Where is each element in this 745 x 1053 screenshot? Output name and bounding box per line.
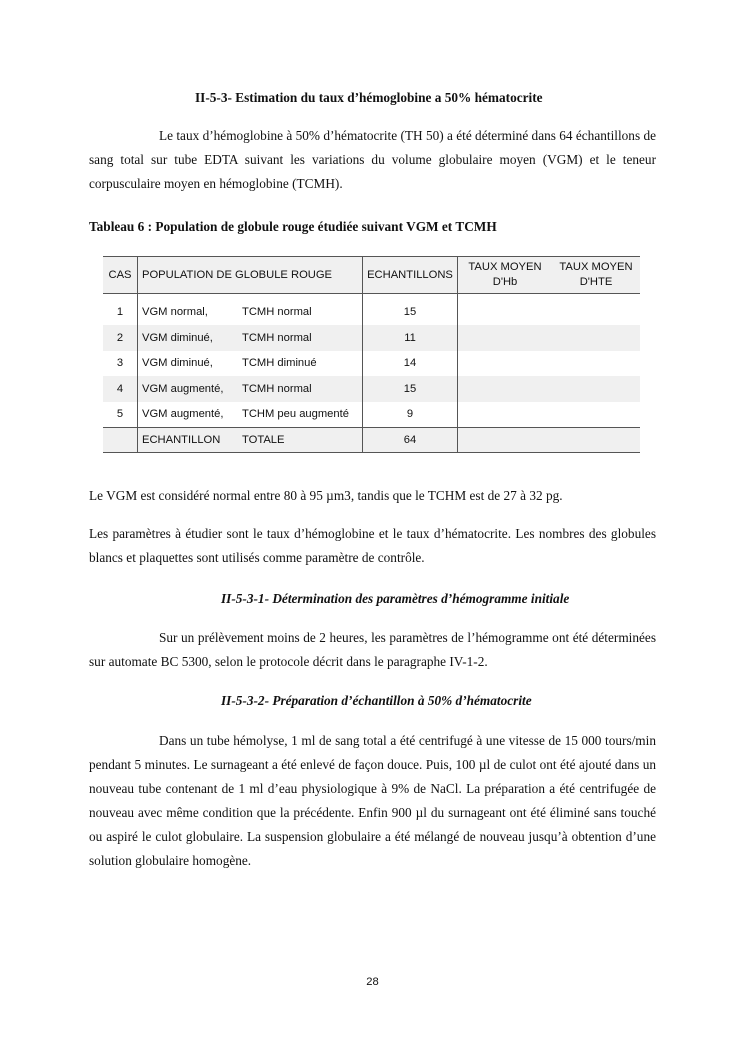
header-taux-hb <box>458 257 553 294</box>
cell-taux-hb <box>458 325 553 351</box>
subsection-1-text: Sur un prélèvement moins de 2 heures, les paramètres de l’hémogramme ont été déterminées sur automate BC 5300, selon le protocole décrit dans le paragraphe IV-1-2. <box>89 630 656 669</box>
cell-population <box>138 402 363 428</box>
cell-taux-hb <box>458 376 553 402</box>
cell-taux-hb <box>458 402 553 428</box>
subsection-2-paragraph <box>89 729 656 873</box>
table-row <box>103 376 640 402</box>
cell-echantillons: 9 <box>363 402 458 428</box>
cell-taux-hte <box>552 300 640 326</box>
table-row <box>103 300 640 326</box>
cell-taux-hte <box>552 402 640 428</box>
cell-echantillons: 14 <box>363 351 458 377</box>
table-row <box>103 351 640 377</box>
cell-population <box>138 325 363 351</box>
subsection-1-heading: II-5-3-1- Détermination des paramètres d’hémogramme initiale <box>221 591 570 606</box>
cell-taux-hb <box>458 351 553 377</box>
cell-cas: 2 <box>116 331 124 344</box>
table-header-row <box>103 257 640 294</box>
cell-vgm: VGM diminué, <box>142 357 213 370</box>
cell-echantillons: 11 <box>363 325 458 351</box>
cell-total-label <box>138 427 363 453</box>
cell-tcmh: TCMH normal <box>242 382 312 395</box>
cell-population <box>138 351 363 377</box>
intro-text: Le taux d’hémoglobine à 50% d’hématocrite (TH 50) a été déterminé dans 64 échantillons de sang total sur tube EDTA suivant les variations du volume globulaire moyen (VGM) et le teneur corpusculaire moyen en hémoglobine (TCMH). <box>89 128 656 191</box>
header-echantillons: ECHANTILLONS <box>363 257 458 294</box>
total-label-1: ECHANTILLON <box>142 433 221 446</box>
subsection-2-heading: II-5-3-2- Préparation d’échantillon à 50% d’hématocrite <box>221 693 532 708</box>
cell-tcmh: TCMH diminué <box>242 357 317 370</box>
cell-echantillons: 15 <box>363 300 458 326</box>
cell-vgm: VGM diminué, <box>142 331 213 344</box>
header-taux-hte-line1: TAUX MOYEN <box>559 261 633 273</box>
header-population: POPULATION DE GLOBULE ROUGE <box>138 257 363 294</box>
subsection-2-text: Dans un tube hémolyse, 1 ml de sang total a été centrifugé à une vitesse de 15 000 tours/min pendant 5 minutes. Le surnageant a été enlevé de façon douce. Puis, 100 µl de culot ont été ajouté dans un nouveau tube contenant de 1 ml d’eau physiologique à 9% de NaCl. La préparation a été centrifugée de nouveau avec même condition que la précédente. Enfin 900 µl du surnageant ont été éliminé sans touché ou aspiré le culot globulaire. La suspension globulaire a été mélangé de nouveau jusqu’à obtention d’une solution globulaire homogène. <box>89 733 656 868</box>
cell-taux-hte <box>552 325 640 351</box>
table-row <box>103 325 640 351</box>
cell-cas-empty <box>103 427 138 453</box>
params-paragraph <box>89 522 656 570</box>
cell-total-echantillons: 64 <box>363 427 458 453</box>
page-number: 28 <box>366 976 379 988</box>
params-text: Les paramètres à étudier sont le taux d’hémoglobine et le taux d’hématocrite. Les nombres des globules blancs et plaquettes sont utilisés comme paramètre de contrôle. <box>89 526 656 565</box>
cell-cas: 3 <box>116 357 124 370</box>
cell-vgm: VGM normal, <box>142 306 208 319</box>
table-caption: Tableau 6 : Population de globule rouge étudiée suivant VGM et TCMH <box>89 219 497 234</box>
cell-echantillons: 15 <box>363 376 458 402</box>
cell-cas: 5 <box>116 408 124 420</box>
header-taux-hte-line2: D'HTE <box>579 276 613 288</box>
cell-total-taux-hte <box>552 427 640 453</box>
cell-tcmh: TCMH normal <box>242 306 312 319</box>
table-row <box>103 402 640 428</box>
header-cas: CAS <box>103 257 138 294</box>
cell-cas: 1 <box>116 306 124 319</box>
header-taux-hte <box>552 257 640 294</box>
header-taux-hb-line2: D'Hb <box>492 276 518 288</box>
cell-cas: 4 <box>116 382 124 395</box>
cell-vgm: VGM augmenté, <box>142 382 224 395</box>
cell-vgm: VGM augmenté, <box>142 408 224 420</box>
vgm-paragraph <box>89 484 656 508</box>
vgm-text: Le VGM est considéré normal entre 80 à 95 µm3, tandis que le TCHM est de 27 à 32 pg. <box>89 488 563 503</box>
population-table <box>103 256 640 453</box>
section-heading: II-5-3- Estimation du taux d’hémoglobine a 50% hématocrite <box>195 90 543 105</box>
intro-paragraph <box>89 124 656 196</box>
cell-population <box>138 376 363 402</box>
subsection-1-paragraph <box>89 626 656 674</box>
cell-taux-hb <box>458 300 553 326</box>
header-taux-hb-line1: TAUX MOYEN <box>468 261 542 273</box>
cell-taux-hte <box>552 351 640 377</box>
cell-tcmh: TCHM peu augmenté <box>242 408 349 420</box>
cell-total-taux-hb <box>458 427 553 453</box>
total-label-2: TOTALE <box>242 433 285 446</box>
cell-taux-hte <box>552 376 640 402</box>
cell-population <box>138 300 363 326</box>
table-total-row <box>103 427 640 453</box>
cell-tcmh: TCMH normal <box>242 331 312 344</box>
